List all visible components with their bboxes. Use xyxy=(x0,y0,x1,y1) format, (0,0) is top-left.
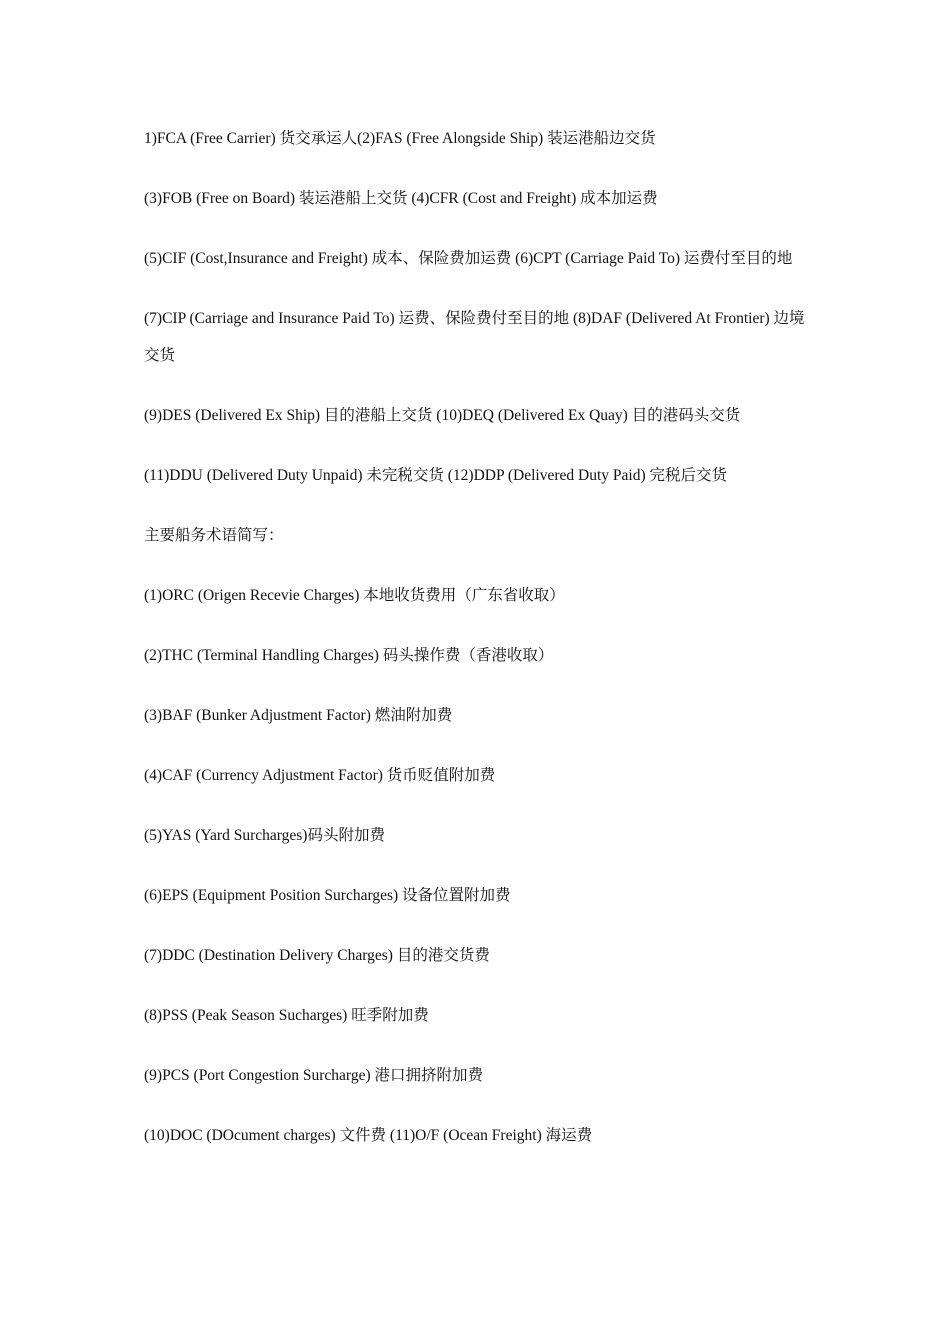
paragraph-trade-terms-6: (11)DDU (Delivered Duty Unpaid) 未完税交货 (12)DDP (Delivered Duty Paid) 完税后交货 xyxy=(144,467,728,484)
paragraph-shipping-term-eps: (6)EPS (Equipment Position Surcharges) 设备位置附加费 xyxy=(144,887,511,904)
paragraph-trade-terms-4: (7)CIP (Carriage and Insurance Paid To) 运费、保险费付至目的地 (8)DAF (Delivered At Frontier) 边境交货 xyxy=(144,310,805,364)
paragraph-shipping-term-orc: (1)ORC (Origen Recevie Charges) 本地收货费用（广东省收取） xyxy=(144,587,565,604)
paragraph-trade-terms-1: 1)FCA (Free Carrier) 货交承运人(2)FAS (Free Alongside Ship) 装运港船边交货 xyxy=(144,130,656,147)
paragraph-shipping-term-baf: (3)BAF (Bunker Adjustment Factor) 燃油附加费 xyxy=(144,707,453,724)
paragraph-shipping-term-ddc: (7)DDC (Destination Delivery Charges) 目的港交货费 xyxy=(144,947,490,964)
section-heading-shipping-terms: 主要船务术语简写： xyxy=(144,527,284,544)
paragraph-trade-terms-2: (3)FOB (Free on Board) 装运港船上交货 (4)CFR (Cost and Freight) 成本加运费 xyxy=(144,190,658,207)
paragraph-shipping-term-doc-of: (10)DOC (DOcument charges) 文件费 (11)O/F (Ocean Freight) 海运费 xyxy=(144,1127,593,1144)
paragraph-trade-terms-3: (5)CIF (Cost,Insurance and Freight) 成本、保险费加运费 (6)CPT (Carriage Paid To) 运费付至目的地 xyxy=(144,250,793,267)
paragraph-shipping-term-caf: (4)CAF (Currency Adjustment Factor) 货币贬值附加费 xyxy=(144,767,496,784)
paragraph-shipping-term-pcs: (9)PCS (Port Congestion Surcharge) 港口拥挤附加费 xyxy=(144,1067,483,1084)
paragraph-shipping-term-pss: (8)PSS (Peak Season Sucharges) 旺季附加费 xyxy=(144,1007,429,1024)
paragraph-trade-terms-5: (9)DES (Delivered Ex Ship) 目的港船上交货 (10)DEQ (Delivered Ex Quay) 目的港码头交货 xyxy=(144,407,741,424)
paragraph-shipping-term-thc: (2)THC (Terminal Handling Charges) 码头操作费（香港收取） xyxy=(144,647,554,664)
document-body xyxy=(144,120,814,1154)
paragraph-shipping-term-yas: (5)YAS (Yard Surcharges)码头附加费 xyxy=(144,827,385,844)
